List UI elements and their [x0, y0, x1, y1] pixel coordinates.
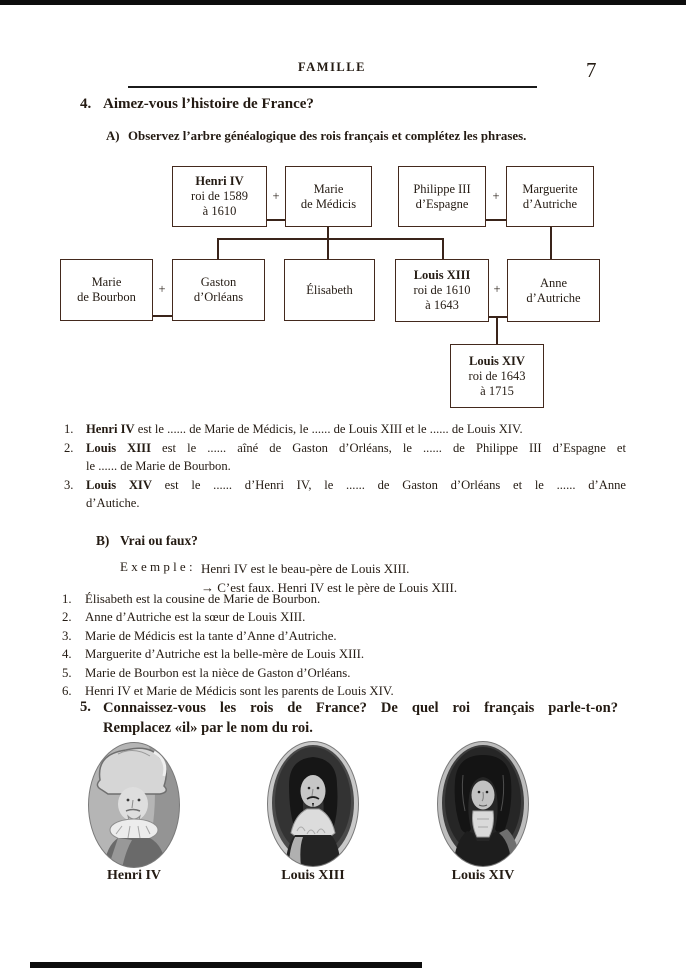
engraving-portrait-henri-iv-image [88, 742, 180, 868]
exercise5-number: 5. [80, 699, 91, 715]
part-a-instruction: Observez l’arbre généalogique des rois français et complétez les phrases. [128, 129, 527, 143]
true-false-item: 3. Marie de Médicis est la tante d’Anne d’Autriche. [62, 628, 337, 643]
part-a-sentences [64, 420, 626, 513]
engraving-portrait-louis-xiv-image [437, 741, 529, 867]
tree-box-marguerite: Marguerite d’Autriche [506, 166, 594, 227]
page-header-title: FAMILLE [298, 60, 366, 74]
tree-plus-sign: + [272, 189, 280, 203]
portrait-caption-louis-xiii: Louis XIII [281, 868, 345, 883]
exercise4-title: Aimez-vous l’histoire de France? [103, 96, 314, 112]
exercise5-title-line1: Connaissez-vous les rois de France? De quel roi français parle-t-on? [103, 700, 618, 716]
page-number: 7 [586, 58, 597, 82]
fill-in-sentence: 1. Henri IV est le ...... de Marie de Médicis, le ...... de Louis XIII et le ...... de Louis XIV. [64, 422, 523, 436]
scan-artifact-bottom-bar [30, 962, 422, 968]
exercise5-heading [80, 699, 618, 738]
tree-box-philippe-iii: Philippe III d’Espagne [398, 166, 486, 227]
example-label: E x e m p l e : [120, 559, 193, 574]
tree-box-louis-xiii: Louis XIII roi de 1610 à 1643 [395, 259, 489, 322]
true-false-item: 2. Anne d’Autriche est la sœur de Louis XIII. [62, 610, 306, 625]
fill-in-sentence: 2. Louis XIII est le ...... aîné de Gaston d’Orléans, le ...... de Philippe III d’Espagne et le ...... de Marie de Bourbon. [64, 440, 626, 474]
portrait-louis-xiv [437, 741, 529, 872]
true-false-list [62, 590, 622, 700]
tree-connector [267, 219, 285, 221]
tree-connector [442, 238, 444, 259]
tree-connector [550, 227, 552, 259]
tree-connector [496, 317, 498, 344]
tree-box-gaston: Gaston d’Orléans [172, 259, 265, 321]
tree-box-louis-xiv: Louis XIV roi de 1643 à 1715 [450, 344, 544, 408]
exercise4-heading [80, 96, 640, 113]
tree-connector [327, 227, 329, 238]
tree-box-marie-de-bourbon: Marie de Bourbon [60, 259, 153, 321]
true-false-item: 4. Marguerite d’Autriche est la belle-mère de Louis XIII. [62, 647, 365, 662]
scan-artifact-top-bar [0, 0, 686, 5]
part-a-label: A) [106, 129, 120, 143]
tree-box-elisabeth: Élisabeth [284, 259, 375, 321]
tree-box-marie-de-medicis: Marie de Médicis [285, 166, 372, 227]
tree-connector [153, 315, 172, 317]
engraving-portrait-louis-xiii-image [267, 741, 359, 867]
tree-connector [217, 238, 219, 259]
true-false-item: 1. Élisabeth est la cousine de Marie de Bourbon. [62, 592, 321, 606]
part-b-heading: B) Vrai ou faux? [96, 533, 198, 548]
true-false-item: 5. Marie de Bourbon est la nièce de Gaston d’Orléans. [62, 665, 351, 680]
tree-connector [489, 316, 507, 318]
portrait-louis-xiii [267, 741, 359, 872]
portrait-caption-henri-iv: Henri IV [106, 868, 162, 883]
tree-connector [486, 219, 506, 221]
portrait-caption-louis-xiv: Louis XIV [451, 868, 515, 883]
example-text: Henri IV est le beau-père de Louis XIII. → C’est faux. Henri IV est le père de Louis XIII. [201, 561, 458, 595]
exercise5-title-line2: Remplacez «il» par le nom du roi. [103, 719, 313, 736]
tree-box-henri-iv: Henri IV roi de 1589 à 1610 [172, 166, 267, 227]
tree-box-anne: Anne d’Autriche [507, 259, 600, 322]
tree-plus-sign: + [158, 282, 166, 296]
tree-plus-sign: + [492, 189, 500, 203]
tree-connector [217, 238, 444, 240]
tree-connector [327, 238, 329, 259]
exercise4-number: 4. [80, 96, 92, 112]
header-rule [128, 86, 537, 88]
tree-plus-sign: + [493, 282, 501, 296]
portrait-henri-iv [88, 742, 180, 873]
true-false-item: 6. Henri IV et Marie de Médicis sont les parents de Louis XIV. [62, 684, 394, 699]
part-a-instruction-row [106, 129, 646, 144]
fill-in-sentence: 3. Louis XIV est le ...... d’Henri IV, le ...... de Gaston d’Orléans et le ...... d’Anne d’Autiche. [64, 477, 627, 511]
